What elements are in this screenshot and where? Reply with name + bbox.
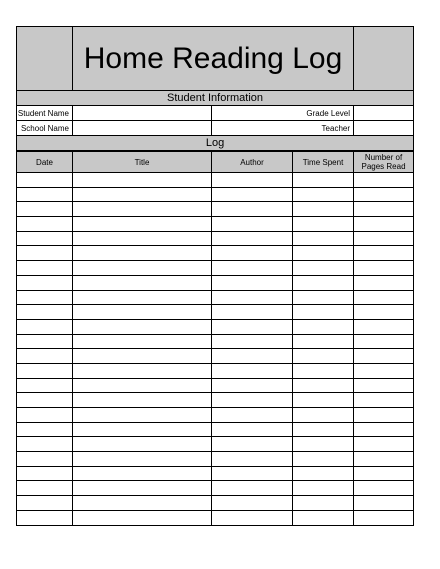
- title-row: [17, 27, 414, 91]
- log-row: [17, 334, 414, 349]
- time-spent-cell[interactable]: [293, 217, 354, 232]
- pages-read-cell[interactable]: [354, 481, 414, 496]
- date-cell[interactable]: [17, 349, 73, 364]
- time-spent-cell[interactable]: [293, 275, 354, 290]
- author-cell[interactable]: [212, 452, 293, 467]
- title-cell[interactable]: [73, 466, 212, 481]
- log-row: [17, 290, 414, 305]
- pages-read-cell[interactable]: [354, 496, 414, 511]
- log-row: [17, 305, 414, 320]
- student-name-field[interactable]: [73, 106, 212, 121]
- title-cell[interactable]: [73, 246, 212, 261]
- author-cell[interactable]: [212, 393, 293, 408]
- student-name-label: Student Name: [17, 106, 73, 121]
- log-row: [17, 187, 414, 202]
- log-row: [17, 393, 414, 408]
- date-cell[interactable]: [17, 437, 73, 452]
- date-cell[interactable]: [17, 452, 73, 467]
- title-cell[interactable]: [73, 393, 212, 408]
- pages-read-cell[interactable]: [354, 466, 414, 481]
- title-cell[interactable]: [73, 481, 212, 496]
- title-left-cell: [17, 27, 73, 91]
- title-cell[interactable]: [73, 187, 212, 202]
- date-cell[interactable]: [17, 496, 73, 511]
- date-cell[interactable]: [17, 261, 73, 276]
- author-cell[interactable]: [212, 173, 293, 188]
- school-name-row: [17, 121, 414, 136]
- pages-read-cell[interactable]: [354, 202, 414, 217]
- author-cell[interactable]: [212, 363, 293, 378]
- date-cell[interactable]: [17, 275, 73, 290]
- date-cell[interactable]: [17, 466, 73, 481]
- log-row: [17, 481, 414, 496]
- date-cell[interactable]: [17, 231, 73, 246]
- grade-level-label: Grade Level: [212, 106, 354, 121]
- student-info-heading: Student Information: [17, 91, 414, 106]
- log-row: [17, 378, 414, 393]
- time-spent-cell[interactable]: [293, 246, 354, 261]
- pages-read-cell[interactable]: [354, 363, 414, 378]
- log-row: [17, 231, 414, 246]
- pages-read-cell[interactable]: [354, 437, 414, 452]
- log-row: [17, 173, 414, 188]
- time-spent-cell[interactable]: [293, 187, 354, 202]
- time-spent-cell[interactable]: [293, 452, 354, 467]
- teacher-field[interactable]: [354, 121, 414, 136]
- pages-read-cell[interactable]: [354, 422, 414, 437]
- time-spent-cell[interactable]: [293, 173, 354, 188]
- pages-read-cell[interactable]: [354, 231, 414, 246]
- title-cell[interactable]: [73, 408, 212, 423]
- title-cell[interactable]: [73, 173, 212, 188]
- time-spent-cell[interactable]: [293, 510, 354, 525]
- date-cell[interactable]: [17, 246, 73, 261]
- author-cell[interactable]: [212, 437, 293, 452]
- school-name-field[interactable]: [73, 121, 212, 136]
- log-row: [17, 349, 414, 364]
- date-cell[interactable]: [17, 510, 73, 525]
- title-cell[interactable]: [73, 349, 212, 364]
- pages-read-cell[interactable]: [354, 217, 414, 232]
- author-cell[interactable]: [212, 349, 293, 364]
- log-row: [17, 217, 414, 232]
- date-cell[interactable]: [17, 319, 73, 334]
- log-heading: Log: [17, 136, 414, 151]
- time-spent-cell[interactable]: [293, 349, 354, 364]
- log-row: [17, 246, 414, 261]
- date-cell[interactable]: [17, 290, 73, 305]
- school-name-label: School Name: [17, 121, 73, 136]
- title-cell[interactable]: [73, 290, 212, 305]
- author-cell[interactable]: [212, 319, 293, 334]
- time-spent-cell[interactable]: [293, 334, 354, 349]
- pages-read-cell[interactable]: [354, 173, 414, 188]
- date-cell[interactable]: [17, 481, 73, 496]
- author-cell[interactable]: [212, 231, 293, 246]
- time-spent-cell[interactable]: [293, 422, 354, 437]
- log-row: [17, 202, 414, 217]
- title-cell[interactable]: [73, 217, 212, 232]
- author-cell[interactable]: [212, 246, 293, 261]
- author-cell[interactable]: [212, 187, 293, 202]
- author-cell[interactable]: [212, 408, 293, 423]
- log-row: [17, 452, 414, 467]
- time-spent-cell[interactable]: [293, 202, 354, 217]
- author-cell[interactable]: [212, 378, 293, 393]
- column-header-pages-read: Number of Pages Read: [354, 152, 414, 173]
- pages-read-cell[interactable]: [354, 334, 414, 349]
- title-cell[interactable]: [73, 496, 212, 511]
- time-spent-cell[interactable]: [293, 363, 354, 378]
- author-cell[interactable]: [212, 290, 293, 305]
- title-cell[interactable]: [73, 261, 212, 276]
- log-row: [17, 261, 414, 276]
- date-cell[interactable]: [17, 334, 73, 349]
- pages-read-cell[interactable]: [354, 349, 414, 364]
- pages-read-cell[interactable]: [354, 408, 414, 423]
- pages-read-cell[interactable]: [354, 275, 414, 290]
- pages-read-cell[interactable]: [354, 452, 414, 467]
- time-spent-cell[interactable]: [293, 290, 354, 305]
- title-cell[interactable]: [73, 319, 212, 334]
- author-cell[interactable]: [212, 305, 293, 320]
- time-spent-cell[interactable]: [293, 393, 354, 408]
- log-row: [17, 422, 414, 437]
- author-cell[interactable]: [212, 422, 293, 437]
- column-header-author: Author: [212, 152, 293, 173]
- date-cell[interactable]: [17, 217, 73, 232]
- time-spent-cell[interactable]: [293, 408, 354, 423]
- date-cell[interactable]: [17, 408, 73, 423]
- title-cell[interactable]: [73, 422, 212, 437]
- author-cell[interactable]: [212, 275, 293, 290]
- pages-read-cell[interactable]: [354, 187, 414, 202]
- date-cell[interactable]: [17, 393, 73, 408]
- page-title: Home Reading Log: [73, 27, 354, 91]
- column-header-title: Title: [73, 152, 212, 173]
- log-row: [17, 363, 414, 378]
- title-right-cell: [354, 27, 414, 91]
- time-spent-cell[interactable]: [293, 481, 354, 496]
- date-cell[interactable]: [17, 422, 73, 437]
- time-spent-cell[interactable]: [293, 378, 354, 393]
- title-cell[interactable]: [73, 363, 212, 378]
- pages-read-cell[interactable]: [354, 378, 414, 393]
- log-table: [16, 151, 414, 526]
- author-cell[interactable]: [212, 510, 293, 525]
- author-cell[interactable]: [212, 466, 293, 481]
- pages-read-cell[interactable]: [354, 319, 414, 334]
- log-body: [17, 173, 414, 526]
- author-cell[interactable]: [212, 217, 293, 232]
- time-spent-cell[interactable]: [293, 496, 354, 511]
- time-spent-cell[interactable]: [293, 305, 354, 320]
- title-cell[interactable]: [73, 437, 212, 452]
- time-spent-cell[interactable]: [293, 231, 354, 246]
- author-cell[interactable]: [212, 481, 293, 496]
- title-cell[interactable]: [73, 334, 212, 349]
- date-cell[interactable]: [17, 378, 73, 393]
- time-spent-cell[interactable]: [293, 319, 354, 334]
- log-row: [17, 275, 414, 290]
- author-cell[interactable]: [212, 261, 293, 276]
- date-cell[interactable]: [17, 202, 73, 217]
- header-table: [16, 26, 414, 151]
- student-name-row: [17, 106, 414, 121]
- pages-read-cell[interactable]: [354, 305, 414, 320]
- time-spent-cell[interactable]: [293, 466, 354, 481]
- pages-read-cell[interactable]: [354, 261, 414, 276]
- pages-read-cell[interactable]: [354, 290, 414, 305]
- log-row: [17, 437, 414, 452]
- column-header-date: Date: [17, 152, 73, 173]
- date-cell[interactable]: [17, 173, 73, 188]
- author-cell[interactable]: [212, 496, 293, 511]
- date-cell[interactable]: [17, 187, 73, 202]
- author-cell[interactable]: [212, 334, 293, 349]
- column-header-time-spent: Time Spent: [293, 152, 354, 173]
- author-cell[interactable]: [212, 202, 293, 217]
- time-spent-cell[interactable]: [293, 261, 354, 276]
- log-header-row: [17, 152, 414, 173]
- grade-level-field[interactable]: [354, 106, 414, 121]
- log-row: [17, 466, 414, 481]
- time-spent-cell[interactable]: [293, 437, 354, 452]
- title-cell[interactable]: [73, 305, 212, 320]
- teacher-label: Teacher: [212, 121, 354, 136]
- log-row: [17, 510, 414, 525]
- title-cell[interactable]: [73, 378, 212, 393]
- title-cell[interactable]: [73, 275, 212, 290]
- reading-log-form: [16, 26, 413, 526]
- log-row: [17, 496, 414, 511]
- date-cell[interactable]: [17, 363, 73, 378]
- pages-read-cell[interactable]: [354, 393, 414, 408]
- title-cell[interactable]: [73, 231, 212, 246]
- pages-read-cell[interactable]: [354, 246, 414, 261]
- log-row: [17, 319, 414, 334]
- log-row: [17, 408, 414, 423]
- title-cell[interactable]: [73, 452, 212, 467]
- pages-read-cell[interactable]: [354, 510, 414, 525]
- date-cell[interactable]: [17, 305, 73, 320]
- title-cell[interactable]: [73, 510, 212, 525]
- title-cell[interactable]: [73, 202, 212, 217]
